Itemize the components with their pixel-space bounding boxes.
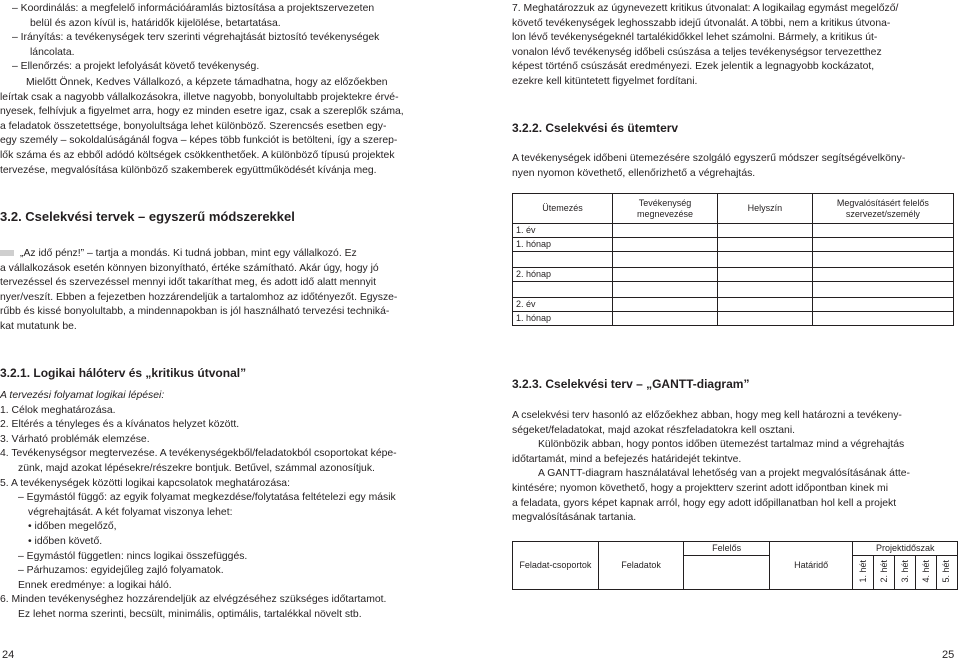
step-item: 5. A tevékenységek közötti logikai kapcsolatok meghatározása: [0,477,290,489]
step-item: • időben követő. [28,535,103,547]
step-item: – Egymástól függő: az egyik folyamat megkezdése/folytatása feltételezi egy másik [18,492,396,504]
table-row [513,252,954,268]
bullet-line: belül és azon kívül is, határidők kijelölése, betartatása. [30,17,281,29]
step-item: zünk, majd azokat lépésekre/részekre bontjuk. Betűvel, számmal azonosítjuk. [18,462,375,474]
week-label: 5. hét [941,559,952,583]
step-item: Ez lehet norma szerinti, becsült, minimális, optimális, tartalékkal növelt stb. [18,608,362,620]
text-line: kintésére; nyomon követhető, hogy a projektterv szerint adott időpontban kinek mi [512,482,889,494]
step-item: 4. Tevékenységsor megtervezése. A tevékenységekből/feladatokból csoportokat képe- [0,448,397,460]
text-line: A tevékenységek időbeni ütemezésére szolgáló egyszerű módszer segítségévelköny- [512,153,906,164]
table-cell [513,252,613,268]
week-label: 4. hét [920,559,931,583]
heading-3-2-1: 3.2.1. Logikai hálóterv és „kritikus útvonal” [0,366,247,380]
table-cell: 1. hónap [513,312,613,326]
text-line: Különbözik abban, hogy pontos időben ütemezést tartalmaz mind a végrehajtás [538,439,905,451]
week-label: 1. hét [857,559,868,583]
table-header: Megvalósításért felelős szervezet/személy [812,194,953,224]
text-line: a feladatok összetettsége, bonyolultsága lehet különböző. Szerencsés esetben egy- [0,120,387,132]
table-header: Határidő [769,542,853,590]
table-row [513,224,954,238]
text-line: 7. Meghatározzuk az úgynevezett kritikus útvonalat: A logikailag egymást megelőző/ [512,3,899,14]
steps-title: A tervezési folyamat logikai lépései: [0,390,165,401]
bullet-koordinalas: – Koordinálás: a megfelelő információáramlás biztosítása a projektszervezeten [12,3,375,14]
step-item: 1. Célok meghatározása. [0,404,116,416]
step-item: 2. Eltérés a tényleges és a kívánatos helyzet között. [0,419,240,431]
step-item: Ennek eredménye: a logikai háló. [18,579,172,591]
text-line: rűbb és kissé bonyolultabb, a mindennapokban is jól használható tervezési techniká- [0,306,390,318]
quote-bar-icon [0,250,14,256]
text-line: képest történő csúszását eredményezi. Ezek jelentik a legnagyobb kockázatot, [512,61,875,73]
text-line: A GANTT-diagram használatával lehetőség van a projekt megvalósításának átte- [538,468,910,480]
bullet-ellenorzes: – Ellenőrzés: a projekt lefolyását követő tevékenység. [12,61,260,73]
heading-3-2-2: 3.2.2. Cselekvési és ütemterv [512,121,679,135]
page-number-left: 24 [2,649,15,661]
table-row [513,312,954,326]
logical-steps [0,389,450,623]
step-item: 3. Várható problémák elemzése. [0,433,150,445]
week-label: 2. hét [878,559,889,583]
table-header: Feladatok [598,542,684,590]
text-line: kat mutatunk be. [0,320,77,332]
table-header: Felelős [684,542,769,556]
table-cell: 1. év [513,224,613,238]
step-item: 6. Minden tevékenységhez hozzárendeljük az elvégzéséhez szükséges időtartamot. [0,594,387,606]
text-line: ezekre kell kitüntetett figyelmet fordítani. [512,75,698,87]
step-item: – Párhuzamos: egyidejűleg zajló folyamatok. [18,565,224,577]
text-line: A cselekvési terv hasonló az előzőekhez abban, hogy meg kell határozni a tevékeny- [512,410,902,421]
gantt-table [512,541,958,590]
paragraph-critical-path [512,2,958,90]
table-header: Helyszín [718,194,813,224]
bullet-line: láncolata. [30,46,75,58]
page-number-right: 25 [942,649,955,661]
text-line: vonalon lévő tevékenység időbeli csúszása a teljes tevékenységsor tervezetthez [512,46,882,58]
text-line: Mielőtt Önnek, Kedves Vállalkozó, a képzete támadhatna, hogy az előzőekben [26,77,388,88]
schedule-table [512,193,954,326]
step-item: – Egymástól független: nincs logikai összefüggés. [18,550,248,562]
heading-3-2-3: 3.2.3. Cselekvési terv – „GANTT-diagram” [512,377,750,391]
left-bullets-top [12,2,452,75]
table-cell: 2. év [513,298,613,312]
table-row [513,298,954,312]
table-header: Feladat-csoportok [513,542,599,590]
table-header: Projektidőszak [853,542,958,556]
text-line: lők száma és az ebből adódó költségek csökkenthetőek. A különböző típusú projektek [0,149,395,161]
table-header: Ütemezés [513,194,613,224]
text-line: időtartamát, mind a befejezés határidejét tekintve. [512,453,742,465]
text-line: „Az idő pénz!” – tartja a mondás. Ki tudná jobban, mint egy vállalkozó. Ez [20,248,357,259]
table-cell: 2. hónap [513,268,613,282]
table-cell [513,282,613,298]
text-line: a feladata, gyors képet kapnak arról, hogy egy adott időpillanatban hol kell a projekt [512,497,897,509]
step-item: végrehajtását. A két folyamat viszonya lehet: [28,506,233,518]
week-label: 3. hét [899,559,910,583]
heading-3-2: 3.2. Cselekvési tervek – egyszerű módszerekkel [0,209,295,224]
text-line: megvalósításának tartania. [512,512,637,524]
text-line: nyen nyomon követhető, ellenőrizhető a végrehajtás. [512,167,756,179]
text-line: tervezéssel és szervezéssel mennyi időt takaríthat meg, és adott idő alatt mennyit [0,277,376,289]
step-item: • időben megelőző, [28,521,117,533]
table-row [513,268,954,282]
text-line: ségeket/feladatokat, majd azokat részfeladatokra kell osztani. [512,424,796,436]
table-row [513,282,954,298]
text-line: a vállalkozások esetén könnyen bizonyítható, értéke számítható. Akár úgy, hogy jó [0,262,379,274]
paragraph-time-money [0,247,450,335]
text-line: egy személy – sokoldalúságánál fogva – képes több funkciót is betölteni, így a szerep- [0,135,398,147]
paragraph-gantt [512,409,958,526]
text-line: nyesek, felhívjuk a figyelmet arra, hogy ez minden esetre igaz, csak a szereplők száma, [0,106,404,118]
text-line: lon lévő tevékenységeknél tartalékidőkkel lehet számolni. Bármely, a kritikus út- [512,32,878,44]
text-line: követő tevékenységek leghosszabb idejű útvonalát. A többi, nem a kritikus útvona- [512,17,891,29]
table-cell: 1. hónap [513,238,613,252]
bullet-iranyitas: – Irányítás: a tevékenységek terv szerinti végrehajtását biztosító tevékenységek [12,32,380,44]
text-line: nyer/veszít. Ebben a fejezetben hozzárendeljük a tartalomhoz az időtényezőt. Egysze- [0,291,398,303]
paragraph-intro [0,76,450,178]
table-row [513,238,954,252]
table-header: Tevékenység megnevezése [612,194,717,224]
text-line: tervezése, megvalósítása különböző szakemberek együttműködését kívánja meg. [0,164,377,176]
paragraph-schedule [512,152,958,181]
text-line: leírtak csak a nagyobb vállalkozásokra, illetve nagyobb, bonyolultabb projektekre érvé- [0,91,399,103]
